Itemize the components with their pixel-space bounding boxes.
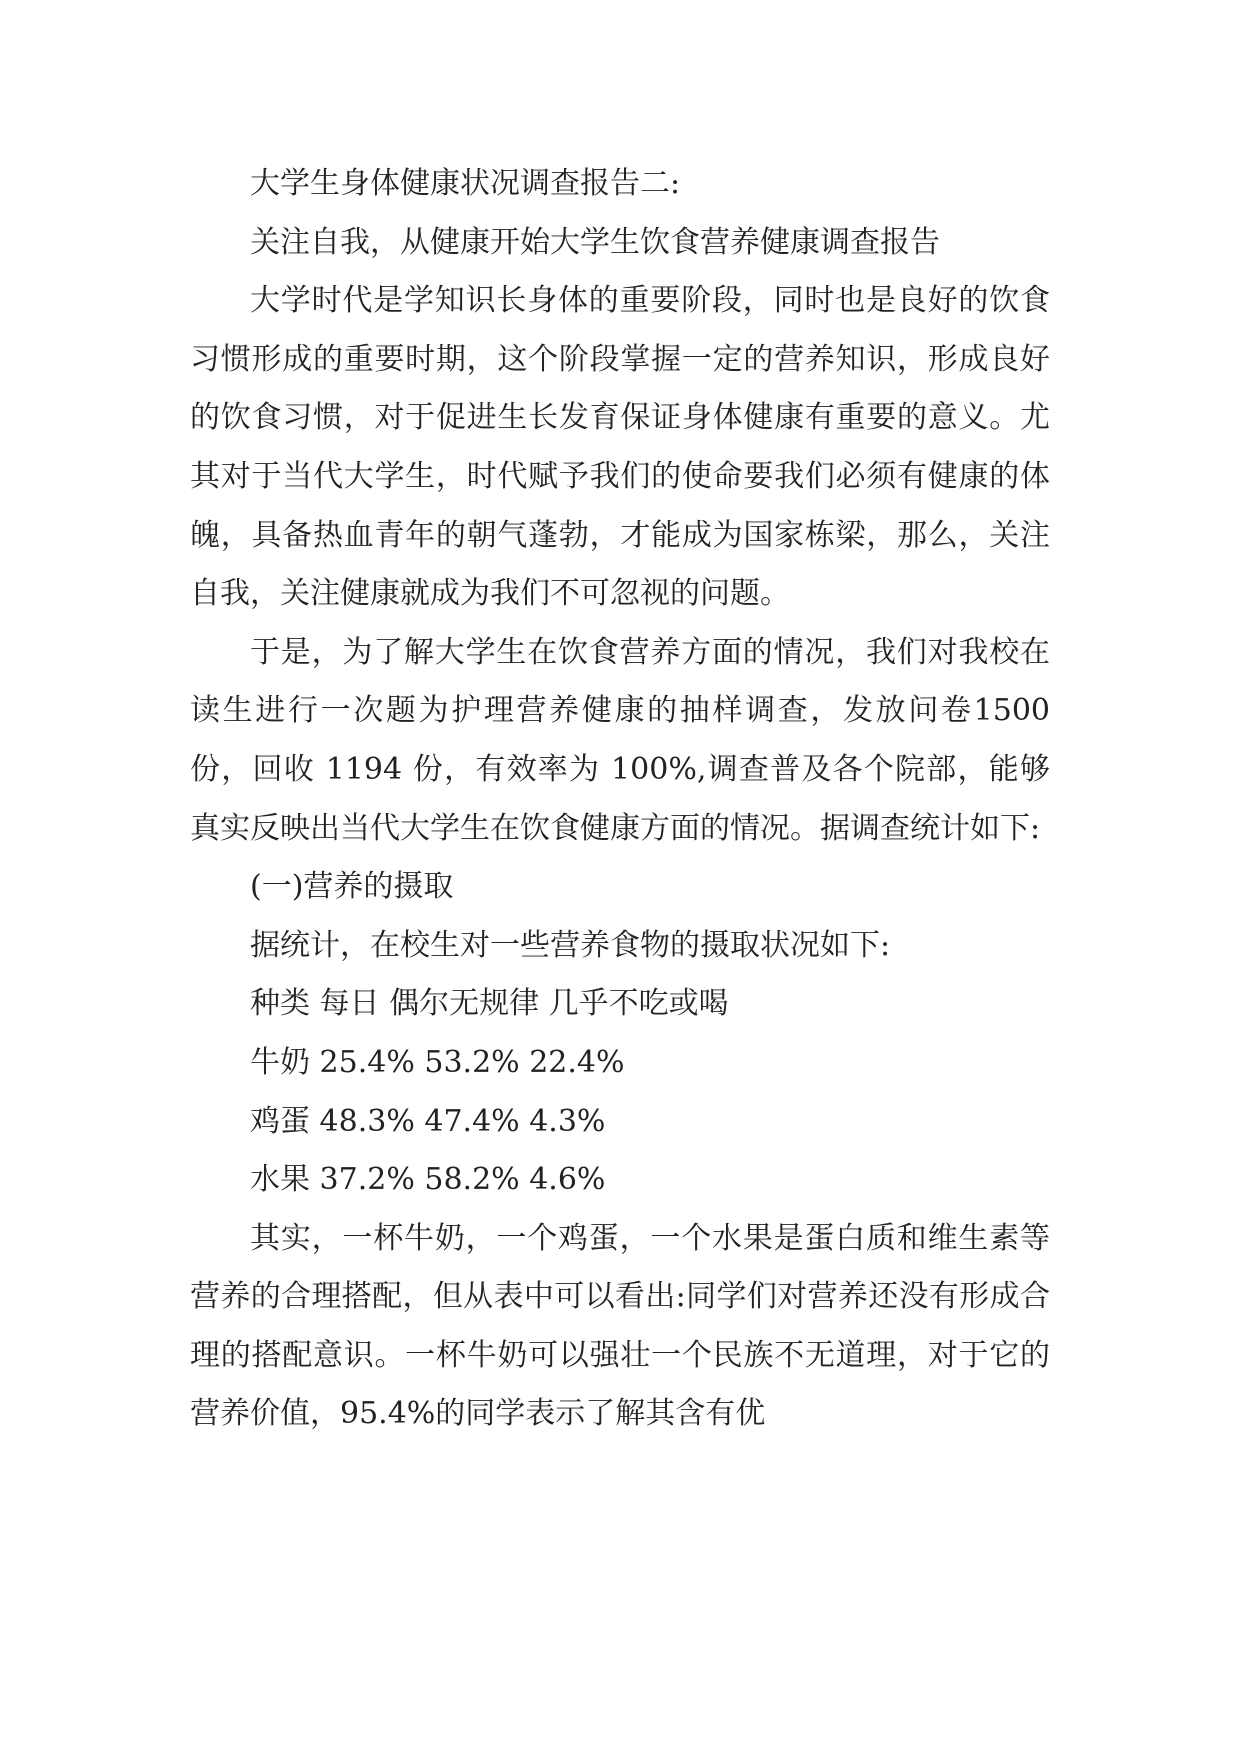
stats-intro: 据统计，在校生对一些营养食物的摄取状况如下:: [250, 927, 891, 963]
table-row: 鸡蛋 48.3% 47.4% 4.3%: [250, 1103, 606, 1139]
document-subtitle: 关注自我，从健康开始大学生饮食营养健康调查报告: [250, 224, 940, 260]
paragraph-survey: 于是，为了解大学生在饮食营养方面的情况，我们对我校在读生进行一次题为护理营养健康的抽样调查，发放问卷1500 份，回收 1194 份，有效率为 100%,调查普及各个院部，能够真实反映出当代大学生在饮食健康方面的情况。据调查统计如下:: [190, 634, 1050, 846]
document-body: [190, 155, 1050, 1444]
document-title: 大学生身体健康状况调查报告二:: [250, 166, 681, 201]
table-row: 水果 37.2% 58.2% 4.6%: [250, 1162, 606, 1198]
paragraph-intro: 大学时代是学知识长身体的重要阶段，同时也是良好的饮食习惯形成的重要时期，这个阶段掌握一定的营养知识，形成良好的饮食习惯，对于促进生长发育保证身体健康有重要的意义。尤其对于当代大学生，时代赋予我们的使命要我们必须有健康的体魄，具备热血青年的朝气蓬勃，才能成为国家栋梁，那么，关注自我，关注健康就成为我们不可忽视的问题。: [190, 283, 1050, 612]
section-heading: (一)营养的摄取: [250, 869, 454, 905]
paragraph-conclusion: 其实，一杯牛奶，一个鸡蛋，一个水果是蛋白质和维生素等营养的合理搭配，但从表中可以看出:同学们对营养还没有形成合理的搭配意识。一杯牛奶可以强壮一个民族不无道理，对于它的营养价值，95.4%的同学表示了解其含有优: [190, 1220, 1050, 1432]
table-row: 牛奶 25.4% 53.2% 22.4%: [250, 1044, 625, 1080]
table-header: 种类 每日 偶尔无规律 几乎不吃或喝: [250, 986, 729, 1022]
